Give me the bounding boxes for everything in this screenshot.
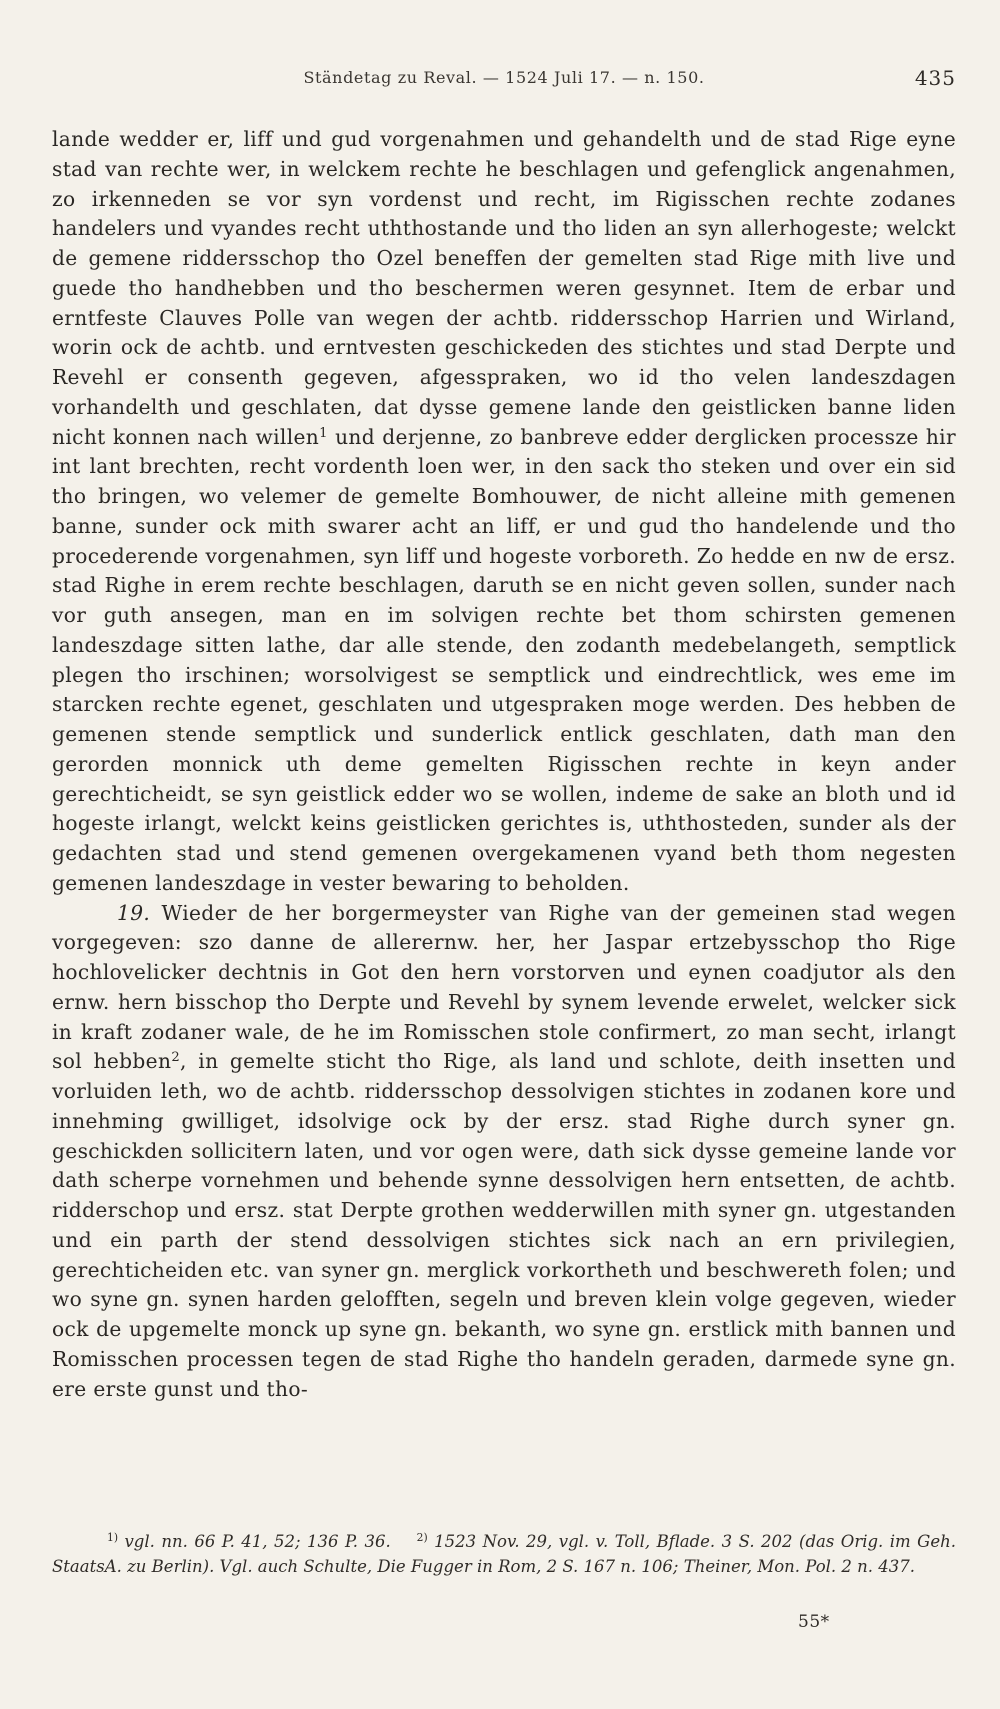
footnotes xyxy=(52,1530,956,1579)
footnote-ref-1: 1 xyxy=(319,425,328,441)
section-number: 19. xyxy=(117,900,151,925)
page-header xyxy=(52,68,956,98)
footnote-ref-2: 2 xyxy=(171,1050,181,1066)
paragraph-text: Wieder de her borgermeyster van Righe van der gemeinen stad wegen vorgegeven: szo danne de allerernw. her, her Jaspar ertzebysschop tho Rige hochlovelicker dechtnis in Got den hern vorstorven und eynen coadjutor als den ernw. hern bisschop tho Derpte und Revehl by synem levende erwelet, welcker sick in kraft zodaner wale, de he im Romisschen stole confirmert, zo man secht, irlangt sol hebben xyxy=(52,900,956,1074)
paragraph-text: und derjenne, zo banbreve edder derglicken processze hir int lant brechten, recht vordenth loen wer, in den sack tho steken und over ein sid tho bringen, wo velemer de gemelte Bomhouwer, de nicht alleine mith gemenen banne, sunder ock mith swarer acht an liff, er und gud tho handelende und tho procederende vorgenahmen, syn liff und hogeste vorboreth. Zo hedde en nw de ersz. stad Righe in erem rechte beschlagen, daruth se en nicht geven sollen, sunder nach vor guth ansegen, man en im solvigen rechte bet thom schirsten gemenen landeszdage sitten lathe, dar alle stende, den zodanth medebelangeth, semptlick plegen tho irschinen; worsolvigest se semptlick und eindrechtlick, wes eme im starcken rechte egenet, geschlaten und utgespraken moge werden. Des hebben de gemenen stende semptlick und sunderlick entlick geschlaten, dath man den gerorden monnick uth deme gemelten Rigisschen rechte in keyn ander gerechticheidt, se syn geistlick edder wo se wollen, indeme de sake an bloth und id hogeste irlangt, welckt keins geistlicken gerichtes is, uththosteden, sunder als der gedachten stad und stend gemenen overgekamenen vyand beth thom negesten gemenen landeszdage in vester bewaring to beholden. xyxy=(52,424,956,895)
footnote-mark: 1) xyxy=(107,1531,119,1545)
footnote-mark: 2) xyxy=(416,1531,428,1545)
running-title: Ständetag zu Reval. — 1524 Juli 17. — n. 150. xyxy=(303,68,705,87)
paragraph-section-19 xyxy=(52,899,956,1405)
footnote-text: vgl. nn. 66 P. 41, 52; 136 P. 36. xyxy=(118,1532,391,1551)
paragraph-text: lande wedder er, liff und gud vorgenahmen und gehandelth und de stad Rige eyne stad van rechte wer, in welckem rechte he beschlagen und gefenglick angenahmen, zo irkenneden se vor syn vordenst und recht, im Rigisschen rechte zodanes handelers und vyandes recht uththostande und tho liden an syn allerhogeste; welckt de gemene riddersschop tho Ozel beneffen der gemelten stad Rige mith live und guede tho handhebben und tho beschermen weren gesynnet. Item de erbar und erntfeste Clauves Polle van wegen der achtb. riddersschop Harrien und Wirland, worin ock de achtb. und erntvesten geschickeden des stichtes und stad Derpte und Revehl er consenth gegeven, afgesspraken, wo id tho velen landeszdagen vorhandelth und geschlaten, dat dysse gemene lande den geistlicken banne liden nicht konnen nach willen xyxy=(52,127,956,449)
paragraph-continued xyxy=(52,125,956,899)
paragraph-text: , in gemelte sticht tho Rige, als land und schlote, deith insetten und vorluiden leth, wo de achtb. riddersschop dessolvigen stichtes in zodanen kore und innehming gwilliget, idsolvige ock by der ersz. stad Righe durch syner gn. geschickden sollicitern laten, und vor ogen were, dath sick dysse gemeine lande vor dath scherpe vornehmen und behende synne dessolvigen hern entsetten, de achtb. ridderschop und ersz. stat Derpte grothen wedderwillen mith syner gn. utgestanden und ein parth der stend dessolvigen stichtes sick nach an ern privilegien, gerechticheiden etc. van syner gn. merglick vorkortheth und beschwereth folen; und wo syne gn. synen harden gelofften, segeln und breven klein volge gegeven, wieder ock de upgemelte monck up syne gn. bekanth, wo syne gn. erstlick mith bannen und Romisschen processen tegen de stad Righe tho handeln geraden, darmede syne gn. ere erste gunst und tho- xyxy=(52,1049,956,1401)
main-text xyxy=(52,125,956,1404)
printer-signature: 55* xyxy=(798,1612,830,1632)
page-number: 435 xyxy=(914,66,956,90)
footnote-text: 1523 Nov. 29, vgl. v. Toll, Bflade. 3 S. 202 (das Orig. im Geh. StaatsA. zu Berlin). Vgl. auch Schulte, Die Fugger in Rom, 2 S. 167 n. 106; Theiner, Mon. Pol. 2 n. 437. xyxy=(52,1532,956,1576)
footnote xyxy=(52,1530,956,1579)
